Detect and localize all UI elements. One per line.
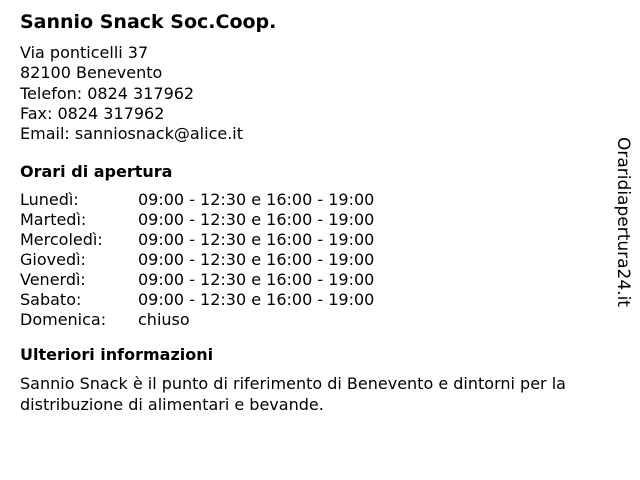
day-label: Sabato: — [20, 290, 82, 310]
additional-info-text: Sannio Snack è il punto di riferimento di Benevento e dintorni per la distribuzione di alimentari e bevande. — [20, 374, 566, 415]
email-address: Email: sanniosnack@alice.it — [20, 124, 244, 144]
hours-row — [20, 250, 374, 270]
hours-row — [20, 270, 374, 290]
hours-value: 09:00 - 12:30 e 16:00 - 19:00 — [138, 290, 375, 310]
day-label: Martedì: — [20, 210, 87, 230]
hours-row — [20, 210, 374, 230]
fax-number: Fax: 0824 317962 — [20, 103, 165, 123]
hours-row — [20, 310, 374, 330]
opening-hours-table — [20, 190, 374, 330]
day-label: Giovedì: — [20, 250, 86, 270]
phone-number: Telefon: 0824 317962 — [20, 83, 195, 103]
hours-row — [20, 190, 374, 210]
hours-value: 09:00 - 12:30 e 16:00 - 19:00 — [138, 250, 375, 270]
site-watermark: Oraridiapertura24.it — [613, 137, 633, 307]
day-label: Lunedì: — [20, 190, 79, 210]
additional-info-title: Ulteriori informazioni — [20, 345, 214, 365]
hours-value: chiuso — [138, 310, 190, 330]
day-label: Domenica: — [20, 310, 107, 330]
day-label: Venerdì: — [20, 270, 86, 290]
business-card — [20, 10, 620, 415]
hours-value: 09:00 - 12:30 e 16:00 - 19:00 — [138, 190, 375, 210]
hours-value: 09:00 - 12:30 e 16:00 - 19:00 — [138, 230, 375, 250]
hours-row — [20, 230, 374, 250]
company-name: Sannio Snack Soc.Coop. — [20, 11, 277, 33]
hours-value: 09:00 - 12:30 e 16:00 - 19:00 — [138, 270, 375, 290]
opening-hours-title: Orari di apertura — [20, 162, 173, 182]
day-label: Mercoledì: — [20, 230, 103, 250]
address-street: Via ponticelli 37 — [20, 43, 149, 62]
hours-row — [20, 290, 374, 310]
hours-value: 09:00 - 12:30 e 16:00 - 19:00 — [138, 210, 375, 230]
address-city: 82100 Benevento — [20, 63, 163, 83]
contact-details — [20, 43, 620, 144]
